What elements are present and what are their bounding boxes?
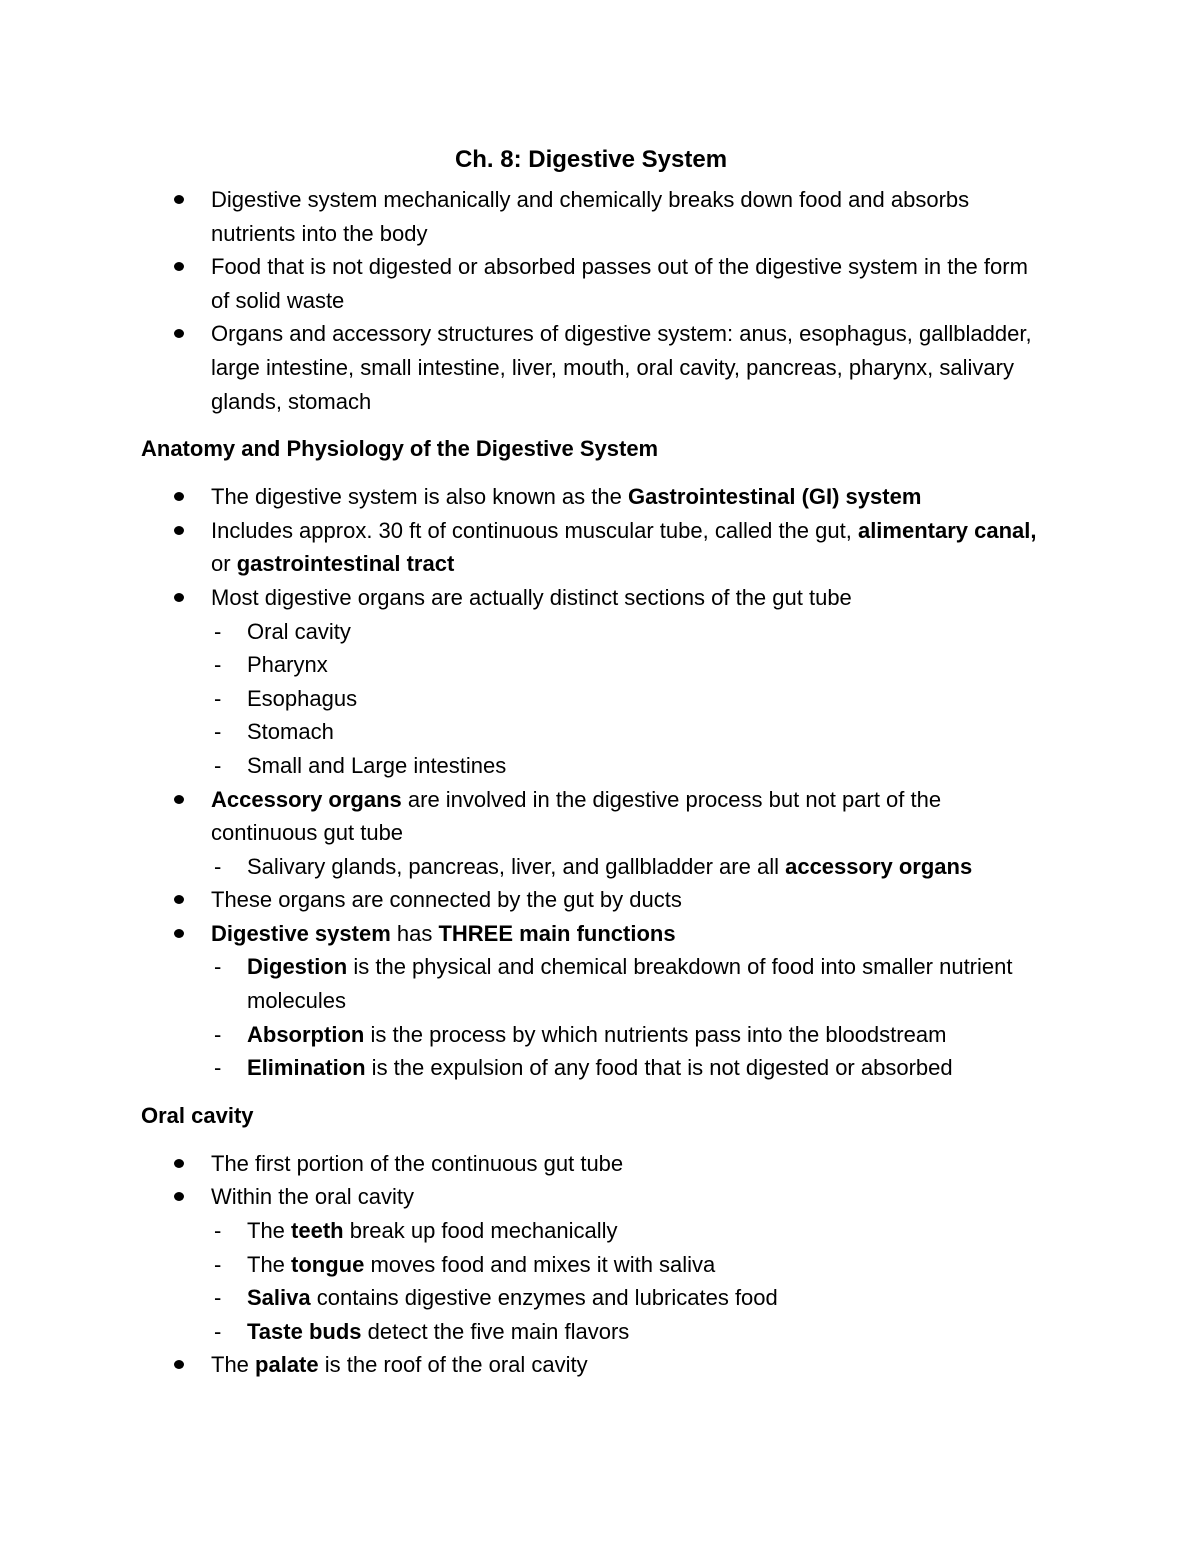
sub-list-item: - Pharynx [211,648,1041,682]
sub-list-item: - Small and Large intestines [211,749,1041,783]
sub-list-item: - Stomach [211,715,1041,749]
sub-list-item: - Saliva contains digestive enzymes and lubricates food [211,1281,1041,1315]
list-item: Includes approx. 30 ft of continuous muscular tube, called the gut, alimentary canal, or gastrointestinal tract [141,514,1041,581]
section-heading: Oral cavity [141,1102,254,1128]
sub-list-item: - The tongue moves food and mixes it with saliva [211,1248,1041,1282]
section-oral-cavity [141,1099,1041,1382]
intro-list [141,183,1041,418]
accessory-sub-list [211,850,1041,884]
sub-list-item: - The teeth break up food mechanically [211,1214,1041,1248]
sub-list-item: - Elimination is the expulsion of any food that is not digested or absorbed [211,1051,1041,1085]
sub-list-item: - Taste buds detect the five main flavors [211,1315,1041,1349]
list-item: Within the oral cavity - The teeth break up food mechanically - The tongue moves food and mixes it with saliva - Saliva contains digestive enzymes and lubricates food - Taste buds detect the five main flavors [141,1180,1041,1348]
sub-list-item: - Salivary glands, pancreas, liver, and gallbladder are all accessory organs [211,850,1041,884]
list-item: The first portion of the continuous gut tube [141,1147,1041,1181]
list-item: Digestive system has THREE main functions - Digestion is the physical and chemical breakdown of food into smaller nutrient molecules - Absorption is the process by which nutrients pass into the bloodstream - Elimination is the expulsion of any food that is not digested or absorbed [141,917,1041,1085]
list-item: Most digestive organs are actually distinct sections of the gut tube - Oral cavity - Pharynx - Esophagus - Stomach - Small and Large intestines [141,581,1041,783]
list-item: Organs and accessory structures of digestive system: anus, esophagus, gallbladder, large intestine, small intestine, liver, mouth, oral cavity, pancreas, pharynx, salivary glands, stomach [141,317,1041,418]
page-title: Ch. 8: Digestive System [454,146,728,173]
oral-list [141,1147,1041,1382]
anatomy-list [141,480,1041,1085]
list-item: These organs are connected by the gut by ducts [141,883,1041,917]
list-item: Food that is not digested or absorbed passes out of the digestive system in the form of solid waste [141,250,1041,317]
sub-list-item: - Oral cavity [211,615,1041,649]
within-oral-list [211,1214,1041,1348]
list-item: Accessory organs are involved in the digestive process but not part of the continuous gut tube - Salivary glands, pancreas, liver, and gallbladder are all accessory organs [141,783,1041,884]
sub-list-item: - Esophagus [211,682,1041,716]
sub-list-item: - Digestion is the physical and chemical breakdown of food into smaller nutrient molecules [211,950,1041,1017]
list-item: The palate is the roof of the oral cavity [141,1348,1041,1382]
gut-sections-list [211,615,1041,783]
document-body [141,141,1041,1382]
list-item: The digestive system is also known as the Gastrointestinal (GI) system [141,480,1041,514]
functions-list [211,950,1041,1084]
list-item: Digestive system mechanically and chemically breaks down food and absorbs nutrients into the body [141,183,1041,250]
section-heading: Anatomy and Physiology of the Digestive System [141,436,659,462]
sub-list-item: - Absorption is the process by which nutrients pass into the bloodstream [211,1018,1041,1052]
section-anatomy [141,432,1041,1085]
